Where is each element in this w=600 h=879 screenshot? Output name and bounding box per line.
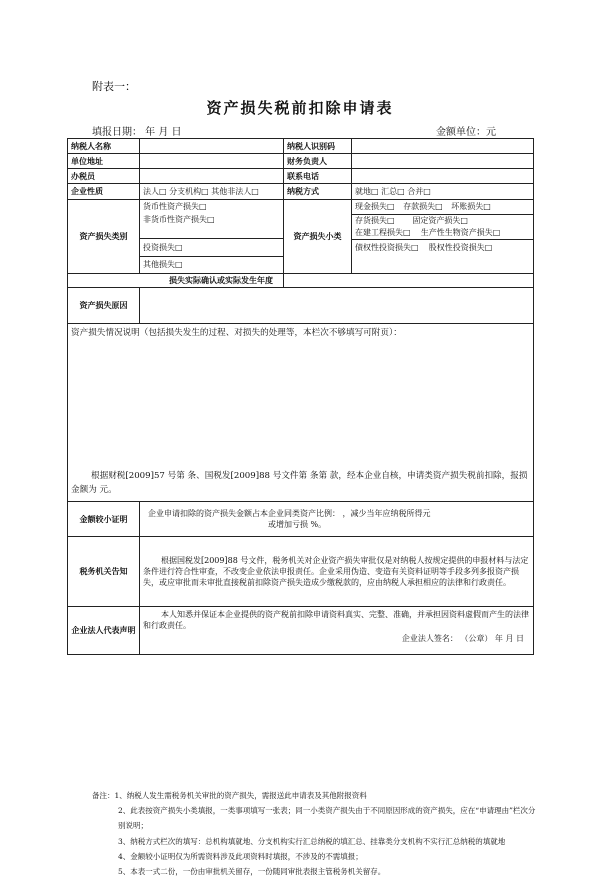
tax-clerk-field[interactable] <box>140 169 284 184</box>
enterprise-nature-label: 企业性质 <box>68 184 140 200</box>
situation-footer: 根据财税[2009]57 号第 条、国税发[2009]88 号文件第 条第 款，经本企业自核，申请类资产损失税前扣除，报损金额为 元。 <box>71 471 528 495</box>
unit-address-label: 单位地址 <box>68 154 140 169</box>
subcategory-option[interactable]: 存货损失□ <box>355 216 395 225</box>
small-proof-label: 金额较小证明 <box>68 502 140 537</box>
phone-field[interactable] <box>352 169 534 184</box>
form-title: 资产损失税前扣除申请表 <box>206 99 394 117</box>
tax-method-label: 纳税方式 <box>284 184 352 200</box>
subcategory-option[interactable]: 债权性投资损失□ <box>355 243 419 252</box>
taxpayer-id-field[interactable] <box>352 139 534 154</box>
small-proof-line1: 企业申请扣除的资产损失金额占本企业同类资产比例： ，减少当年应纳税所得元 <box>148 509 431 518</box>
category-option[interactable]: 非货币性资产损失□ <box>143 215 215 224</box>
phone-label: 联系电话 <box>284 169 352 184</box>
subcategory-option[interactable]: 在建工程损失□ <box>355 228 411 237</box>
note-item: 备注：1、纳税人发生需税务机关审批的资产损失，需报送此申请表及其他附报资料 <box>92 791 367 800</box>
category-option[interactable]: 其他损失□ <box>140 256 283 273</box>
finance-head-label: 财务负责人 <box>284 154 352 169</box>
loss-category-options <box>140 200 284 274</box>
subcategory-option[interactable]: 股权性投资损失□ <box>428 243 493 252</box>
small-proof-section <box>140 502 534 537</box>
legal-signature-line: 企业法人签名： （公章） 年 月 日 <box>401 634 524 643</box>
note-item: 5、本表一式二份，一份由审批机关留存，一份随同审批表报主管税务机关留存。 <box>118 867 386 877</box>
tax-clerk-label: 办税员 <box>68 169 140 184</box>
enterprise-nature-options[interactable]: 法人□ 分支机构□ 其他非法人□ <box>140 184 284 200</box>
subcategory-option[interactable]: 坏账损失□ <box>451 202 491 211</box>
taxpayer-name-label: 纳税人名称 <box>68 139 140 154</box>
amount-unit: 金额单位：元 <box>436 127 496 138</box>
finance-head-field[interactable] <box>352 154 534 169</box>
loss-reason-label: 资产损失原因 <box>68 288 140 324</box>
note-item: 4、金额较小证明仅为所需资料涉及此项资料时填报，不涉及的不需填报； <box>118 851 363 861</box>
subcategory-option[interactable]: 存款损失□ <box>403 202 443 211</box>
loss-actual-year-label: 损失实际确认或实际发生年度 <box>68 274 284 288</box>
category-option[interactable]: 货币性资产损失□ <box>143 202 207 211</box>
subcategory-option[interactable]: 固定资产损失□ <box>412 216 468 225</box>
subcategory-option[interactable]: 现金损失□ <box>355 202 395 211</box>
fill-date: 填报日期： 年 月 日 <box>92 127 182 138</box>
subcategory-option[interactable]: 生产性生物资产损失□ <box>420 228 501 237</box>
loss-actual-year-field[interactable] <box>284 274 534 288</box>
small-proof-line2: 或增加亏损 %。 <box>268 520 327 529</box>
taxpayer-name-field[interactable] <box>140 139 284 154</box>
legal-statement-label: 企业法人代表声明 <box>68 607 140 655</box>
situation-section <box>68 324 534 502</box>
legal-statement-section <box>140 607 534 655</box>
application-form-table <box>67 138 534 655</box>
taxpayer-id-label: 纳税人识别码 <box>284 139 352 154</box>
loss-subcategory-options <box>352 200 534 274</box>
attachment-label: 附表一： <box>92 80 136 93</box>
tax-method-options[interactable]: 就地□ 汇总□ 合并□ <box>352 184 534 200</box>
loss-subcategory-label: 资产损失小类 <box>284 200 352 274</box>
loss-reason-field[interactable] <box>140 288 534 324</box>
notes-section <box>92 788 542 879</box>
legal-statement-text: 本人知悉并保证本企业提供的资产税前扣除申请资料真实、完整、准确，并承担因资料虚假而产生的法律和行政责任。 <box>143 610 529 630</box>
tax-notice-label: 税务机关告知 <box>68 537 140 607</box>
loss-category-label: 资产损失类别 <box>68 200 140 274</box>
tax-notice-text: 根据国税发[2009]88 号文件，税务机关对企业资产损失审批仅是对纳税人按规定提供的申报材料与法定条件进行符合性审查，不改变企业依法申报责任。企业采用伪造、变造有关资料证明等手段多列多报资产损失，或应审批而未审批直接税前扣除资产损失造成少缴税款的，应由纳税人承担相应的法律和行政责任。 <box>140 537 534 607</box>
situation-header: 资产损失情况说明（包括损失发生的过程、对损失的处理等，本栏次不够填写可附页）： <box>71 328 402 338</box>
category-option[interactable]: 投资损失□ <box>140 238 283 256</box>
note-item: 3、纳税方式栏次的填写：总机构填就地、分支机构实行汇总纳税的填汇总、挂靠类分支机构不实行汇总纳税的填就地 <box>118 836 506 846</box>
unit-address-field[interactable] <box>140 154 284 169</box>
note-item: 2、此表按资产损失小类填报，一类事项填写一张表；同一小类资产损失由于不同原因形成的资产损失，应在“申请理由”栏次分别说明； <box>118 806 536 831</box>
